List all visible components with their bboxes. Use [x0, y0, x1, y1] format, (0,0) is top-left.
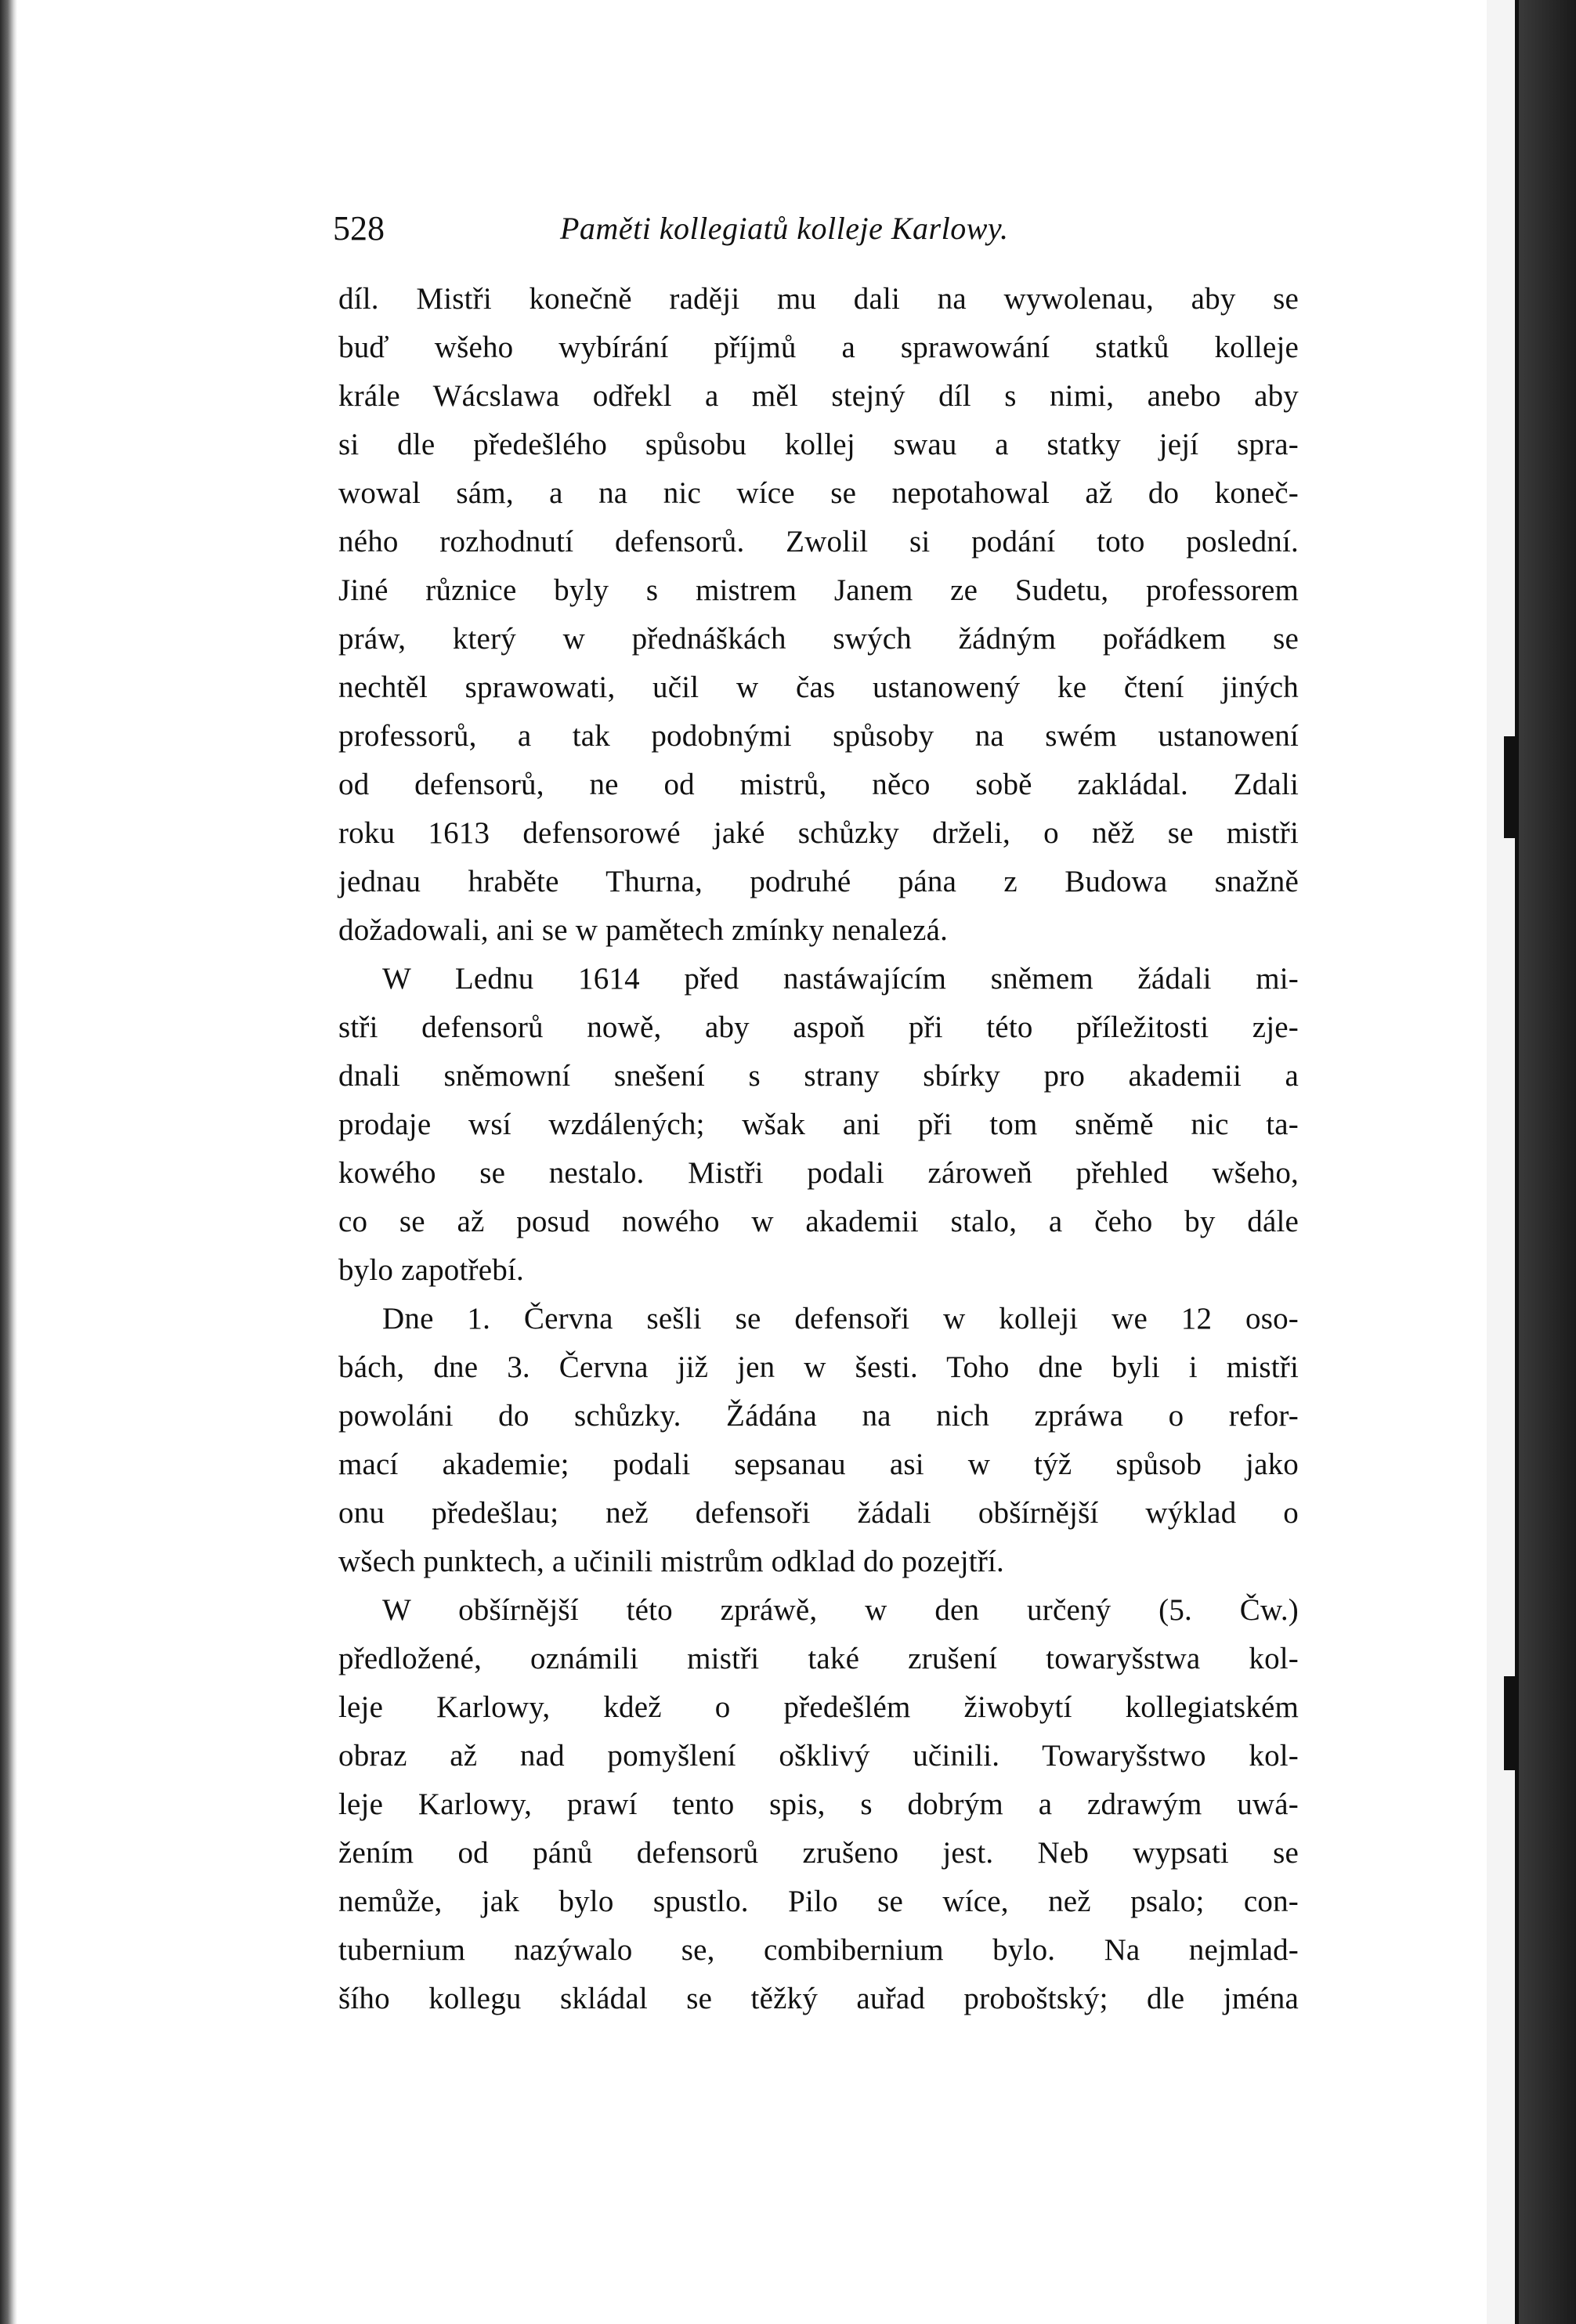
text-line: nemůže, jak bylo spustlo. Pilo se wíce, než psalo; con- [338, 1885, 1299, 1918]
text-line: wowal sám, a na nic wíce se nepotahowal až do koneč- [338, 476, 1299, 510]
text-line: prodaje wsí wzdálených; wšak ani při tom sněmě nic ta- [338, 1108, 1299, 1141]
text-line: díl. Mistři konečně raději mu dali na wywolenau, aby se [338, 282, 1299, 316]
text-line: leje Karlowy, kdež o předešlém žiwobytí kollegiatském [338, 1690, 1299, 1724]
text-line: leje Karlowy, prawí tento spis, s dobrým a zdrawým uwá- [338, 1787, 1299, 1821]
text-line: Dne 1. Června sešli se defensoři w kolleji we 12 oso- [382, 1302, 1299, 1335]
text-line: mací akademie; podali sepsanau asi w týž spůsob jako [338, 1448, 1299, 1481]
text-line: krále Wácslawa odřekl a měl stejný díl s nimi, anebo aby [338, 379, 1299, 413]
text-line: W Lednu 1614 před nastáwajícím sněmem žádali mi- [382, 962, 1299, 996]
page-header [333, 207, 1343, 254]
text-line: předložené, oznámili mistři také zrušení towaryšstwa kol- [338, 1642, 1299, 1675]
text-line: práw, který w přednáškách swých žádným pořádkem se [338, 622, 1299, 656]
text-line: co se až posud nowého w akademii stalo, a čeho by dále [338, 1205, 1299, 1238]
text-line: roku 1613 defensorowé jaké schůzky drželi, o něž se mistři [338, 816, 1299, 850]
text-line: buď wšeho wybírání příjmů a sprawowání statků kolleje [338, 331, 1299, 364]
text-line: W obšírnější této zpráwě, w den určený (5. Čw.) [382, 1593, 1299, 1627]
body-text [338, 275, 1299, 2023]
text-line: wšech punktech, a učinili mistrům odklad do pozejtří. [338, 1545, 1004, 1578]
text-line: dožadowali, ani se w pamětech zmínky nenalezá. [338, 913, 949, 947]
scan-edge-left [0, 0, 17, 2324]
text-line: onu předešlau; než defensoři žádali obšírnější wýklad o [338, 1496, 1299, 1530]
text-line: tubernium nazýwalo se, combibernium bylo. Na nejmlad- [338, 1933, 1299, 1967]
text-line: šího kollegu skládal se těžký auřad proboštský; dle jména [338, 1982, 1299, 2015]
text-line: bách, dne 3. Června již jen w šesti. Toho dne byli i mistři [338, 1350, 1299, 1384]
text-line: obraz až nad pomyšlení ošklivý učinili. Towaryšstwo kol- [338, 1739, 1299, 1773]
text-line: ného rozhodnutí defensorů. Zwolil si podání toto poslední. [338, 525, 1299, 558]
text-line: dnali sněmowní snešení s strany sbírky pro akademii a [338, 1059, 1299, 1093]
text-line: si dle předešlého spůsobu kollej swau a statky její spra- [338, 428, 1299, 461]
scan-edge-right [1487, 0, 1576, 2324]
text-line: powoláni do schůzky. Žádána na nich zpráwa o refor- [338, 1399, 1299, 1433]
text-line: stři defensorů nowě, aby aspoň při této příležitosti zje- [338, 1010, 1299, 1044]
text-line: žením od pánů defensorů zrušeno jest. Neb wypsati se [338, 1836, 1299, 1870]
text-line: jednau hraběte Thurna, podruhé pána z Budowa snažně [338, 865, 1299, 898]
text-line: kowého se nestalo. Mistři podali zároweň přehled wšeho, [338, 1156, 1299, 1190]
text-line: bylo zapotřebí. [338, 1253, 524, 1287]
text-line: od defensorů, ne od mistrů, něco sobě zakládal. Zdali [338, 768, 1299, 801]
page-number: 528 [333, 209, 385, 248]
text-line: professorů, a tak podobnými spůsoby na swém ustanowení [338, 719, 1299, 753]
running-title: Paměti kollegiatů kolleje Karlowy. [560, 211, 1009, 246]
text-line: Jiné různice byly s mistrem Janem ze Sudetu, professorem [338, 573, 1299, 607]
text-line: nechtěl sprawowati, učil w čas ustanowený ke čtení jiných [338, 670, 1299, 704]
